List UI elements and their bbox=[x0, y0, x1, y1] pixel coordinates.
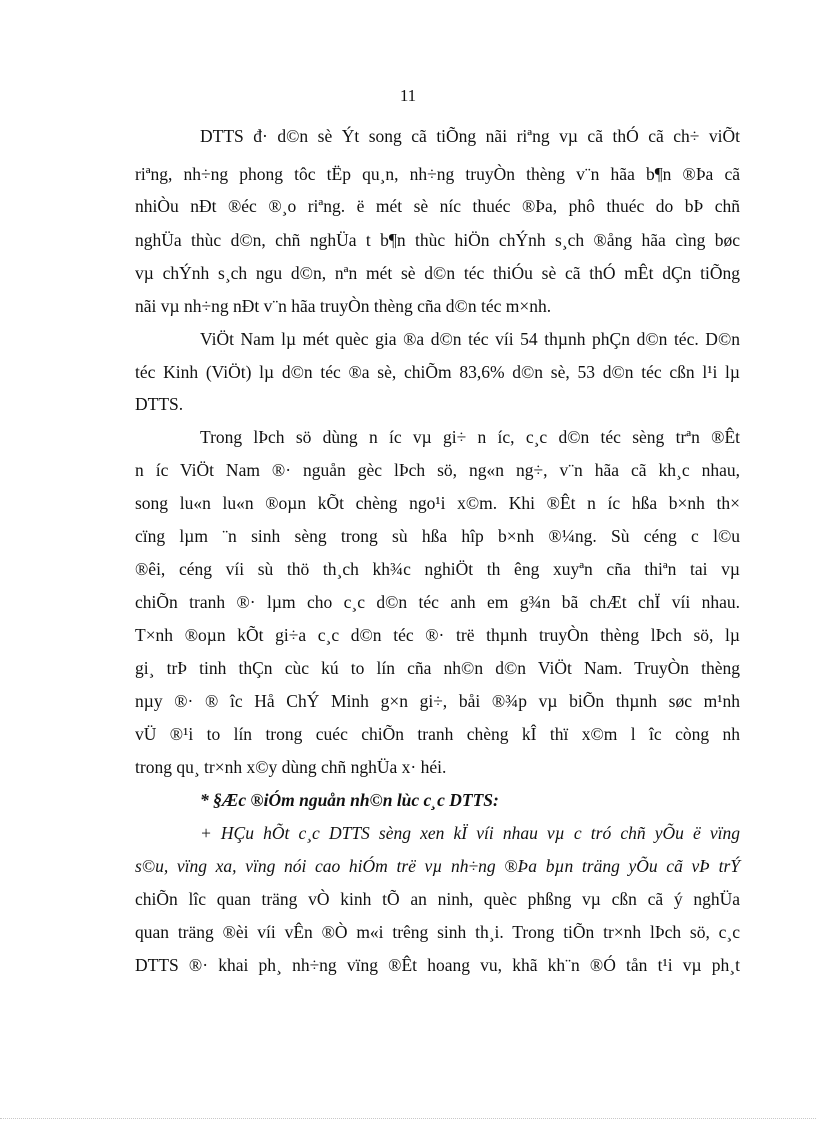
text-line: DTTS. bbox=[135, 394, 184, 414]
text-line: DTTS ®· khai ph¸ nh÷ng vïng ®Êt hoang vu, khã kh¨n ®Ó tån t¹i vµ ph¸t bbox=[135, 955, 740, 975]
text-line: nhiÒu nÐt ®éc ®¸o riªng. ë mét sè níc thuéc ®Þa, phô thuéc do bÞ chñ bbox=[135, 196, 740, 216]
text-line: nãi vµ nh÷ng nÐt v¨n hãa truyÒn thèng cña d©n téc m×nh. bbox=[135, 296, 552, 316]
page-number: 11 bbox=[399, 86, 417, 105]
text-line: ®êi, céng víi sù thö th¸ch kh¾c nghiÖt th êng xuyªn cña thiªn tai vµ bbox=[135, 559, 740, 579]
text-line: chiÕn tranh ®· lµm cho c¸c d©n téc anh em g¾n bã chÆt chÏ víi nhau. bbox=[135, 592, 740, 612]
text-line: Trong lÞch sö dùng n íc vµ gi÷ n íc, c¸c d©n téc sèng trªn ®Êt bbox=[200, 427, 740, 447]
text-line: song lu«n lu«n ®oµn kÕt chèng ngo¹i x©m. Khi ®Êt n íc hßa b×nh th× bbox=[135, 493, 740, 513]
text-line: riªng, nh÷ng phong tôc tËp qu¸n, nh÷ng truyÒn thèng v¨n hãa b¶n ®Þa cã bbox=[135, 164, 740, 184]
text-line: + HÇu hÕt c¸c DTTS sèng xen kÏ víi nhau vµ c tró chñ yÕu ë vïng bbox=[200, 823, 740, 843]
text-line: ViÖt Nam lµ mét quèc gia ®a d©n téc víi 54 thµnh phÇn d©n téc. D©n bbox=[200, 329, 740, 349]
text-line: vµ chÝnh s¸ch ngu d©n, nªn mét sè d©n téc thiÓu sè cã thÓ mÊt dÇn tiÕng bbox=[135, 263, 740, 283]
text-line: T×nh ®oµn kÕt gi÷a c¸c d©n téc ®· trë thµnh truyÒn thèng lÞch sö, lµ bbox=[135, 625, 740, 645]
section-heading: * §Æc ®iÓm nguån nh©n lùc c¸c DTTS: bbox=[200, 790, 499, 810]
text-line: quan träng ®èi víi vÊn ®Ò m«i trêng sinh th¸i. Trong tiÕn tr×nh lÞch sö, c¸c bbox=[135, 922, 740, 942]
text-line: s©u, vïng xa, vïng nói cao hiÓm trë vµ nh÷ng ®Þa bµn träng yÕu cã vÞ trÝ bbox=[135, 856, 740, 876]
text-line: n íc ViÖt Nam ®· nguån gèc lÞch sö, ng«n ng÷, v¨n hãa cã kh¸c nhau, bbox=[135, 460, 740, 480]
text-line: nµy ®· ® îc Hå ChÝ Minh g×n gi÷, båi ®¾p vµ biÕn thµnh søc m¹nh bbox=[135, 691, 740, 711]
text-line: trong qu¸ tr×nh x©y dùng chñ nghÜa x· héi. bbox=[135, 757, 447, 777]
text-line: vÜ ®¹i to lín trong cuéc chiÕn tranh chèng kÎ thï x©m l îc còng nh bbox=[135, 724, 740, 744]
page-bottom-border bbox=[0, 1118, 816, 1119]
text-line: chiÕn lîc quan träng vÒ kinh tÕ an ninh, quèc phßng vµ cßn cã ý nghÜa bbox=[135, 889, 740, 909]
text-line: nghÜa thùc d©n, chñ nghÜa t b¶n thùc hiÖn chÝnh s¸ch ®ång hãa cìng bøc bbox=[135, 230, 740, 250]
text-line: cïng lµm ¨n sinh sèng trong sù hßa hîp b×nh ®¼ng. Sù céng c l©u bbox=[135, 526, 740, 546]
text-line: gi¸ trÞ tinh thÇn cùc kú to lín cña nh©n d©n ViÖt Nam. TruyÒn thèng bbox=[135, 658, 740, 678]
text-line: DTTS đ· d©n sè Ýt song cã tiÕng nãi riªng vµ cã thÓ cã ch÷ viÕt bbox=[200, 126, 740, 146]
text-line: téc Kinh (ViÖt) lµ d©n téc ®a sè, chiÕm 83,6% d©n sè, 53 d©n téc cßn l¹i lµ bbox=[135, 362, 740, 382]
